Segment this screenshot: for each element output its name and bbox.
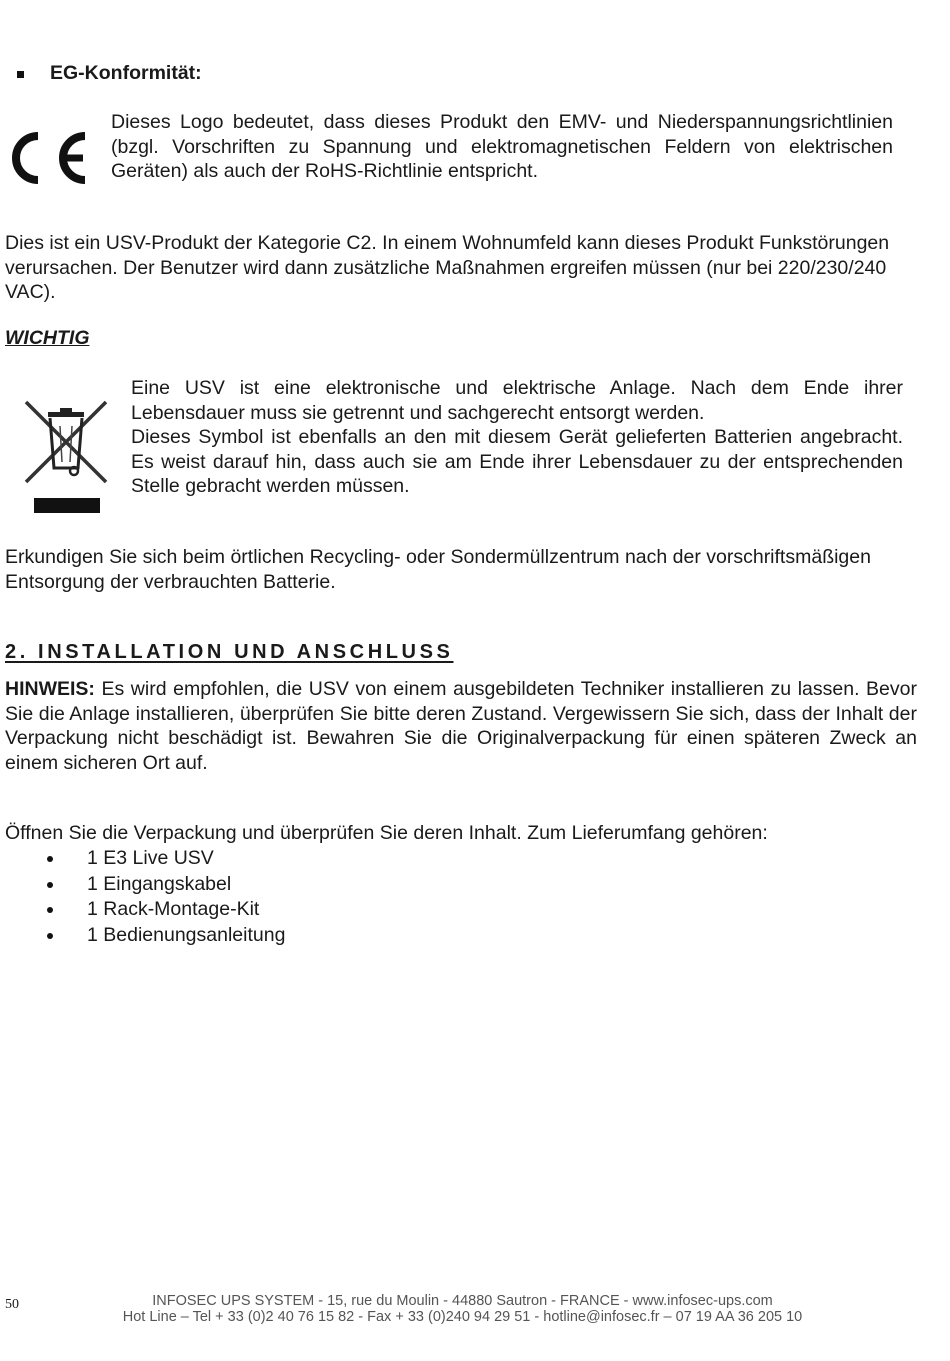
wichtig-heading: WICHTIG [5,327,90,349]
bullet-icon [47,856,53,862]
category-note: Dies ist ein USV-Produkt der Kategorie C2. In einem Wohnumfeld kann dieses Produkt Funkstörungen verursachen. Der Benutzer wird dann zusätzliche Maßnahmen ergreifen müssen (nur bei 220/230/240 VAC). [5,232,890,303]
page-number: 50 [5,1297,19,1312]
eg-conformity-heading: EG-Konformität: [50,62,202,84]
wichtig-text [131,376,903,499]
bullet-icon [47,907,53,913]
recycling-note: Erkundigen Sie sich beim örtlichen Recycling- oder Sondermüllzentrum nach der vorschriftsmäßigen Entsorgung der verbrauchten Batterie. [5,546,871,593]
hinweis-label: HINWEIS: [5,678,95,700]
wichtig-paragraph-1: Eine USV ist eine elektronische und elektrische Anlage. Nach dem Ende ihrer Lebensdauer muss sie getrennt und sachgerecht entsorgt werden. [131,377,903,424]
wichtig-paragraph-2: Dieses Symbol ist ebenfalls an den mit diesem Gerät gelieferten Batterien angebracht. Es weist darauf hin, dass auch sie am Ende ihrer Lebensdauer zu der entsprechenden Stelle gebracht werden müssen. [131,426,903,497]
ce-description: Dieses Logo bedeutet, dass dieses Produkt den EMV- und Niederspannungsrichtlinien (bzgl. Vorschriften zu Spannung und elektromagnetischen Feldern von elektrischen Geräten) als auch der RoHS-Richtlinie entspricht. [111,111,893,182]
ce-mark-icon [8,130,94,186]
page-footer [90,1293,835,1325]
hinweis-paragraph [5,677,917,775]
weee-crossed-bin-icon [22,388,112,524]
bullet-icon [47,933,53,939]
footer-line-2: Hot Line – Tel + 33 (0)2 40 76 15 82 - Fax + 33 (0)240 94 29 51 - hotline@infosec.fr – 07 19 AA 36 205 10 [122,1309,803,1325]
installation-section-title: 2. INSTALLATION UND ANSCHLUSS [5,641,454,663]
hinweis-text: Es wird empfohlen, die USV von einem ausgebildeten Techniker installieren zu lassen. Bevor Sie die Anlage installieren, überprüfen Sie bitte deren Zustand. Vergewissern Sie sich, dass der Inhalt der Verpackung nicht beschädigt ist. Bewahren Sie die Originalverpackung für einen späteren Zweck an einem sicheren Ort auf. [5,678,917,774]
footer-line-1: INFOSEC UPS SYSTEM - 15, rue du Moulin - 44880 Sautron - FRANCE - www.infosec-ups.com [152,1293,773,1309]
bullet-icon [47,882,53,888]
section-bullet-icon [17,71,24,78]
contents-intro: Öffnen Sie die Verpackung und überprüfen Sie deren Inhalt. Zum Lieferumfang gehören: [5,822,768,844]
